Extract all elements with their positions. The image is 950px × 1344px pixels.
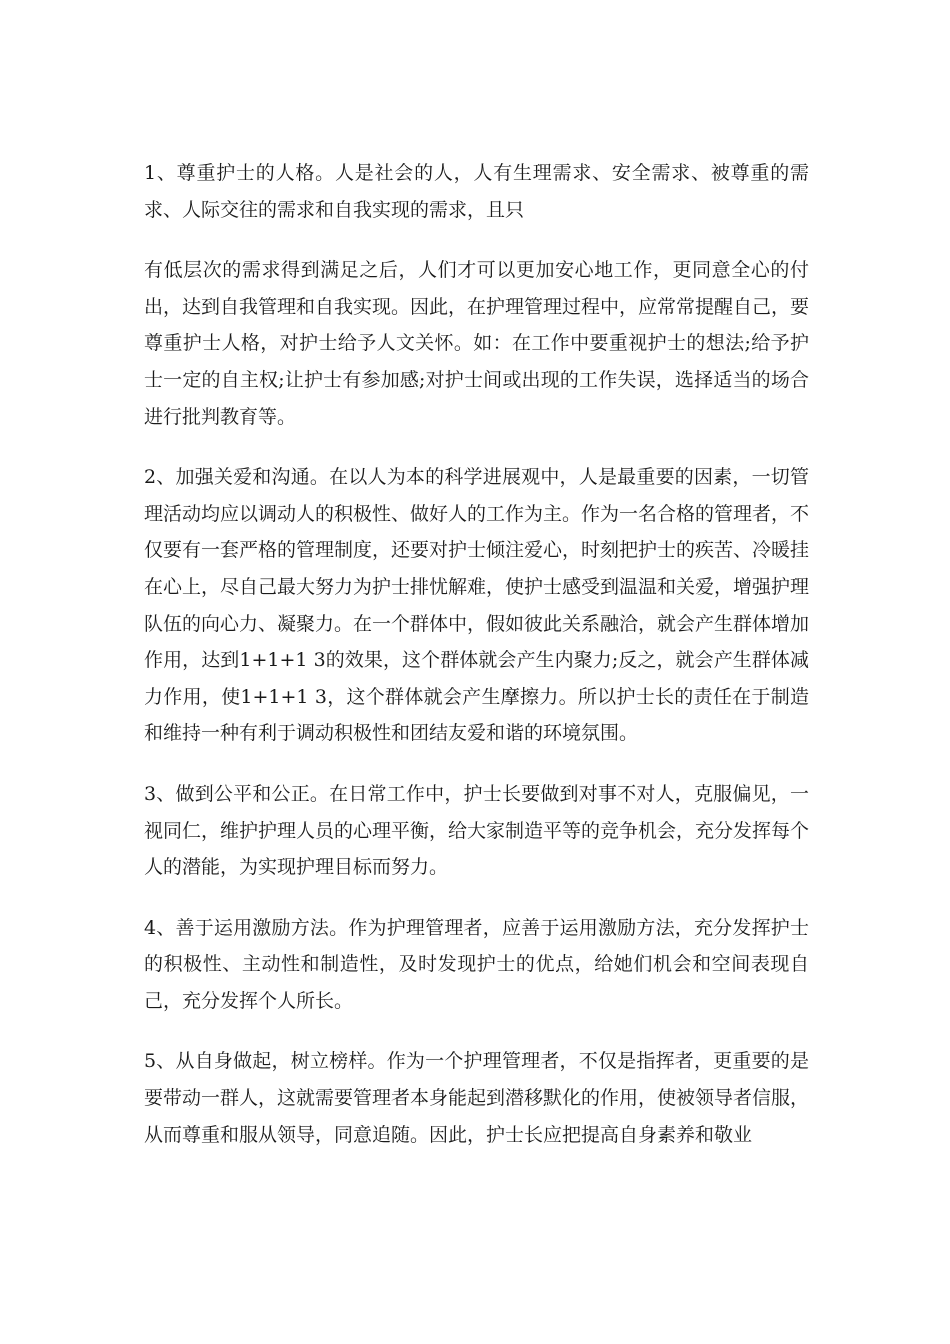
document-body	[144, 155, 809, 1177]
paragraph-care-communication: 2、加强关爱和沟通。在以人为本的科学进展观中，人是最重要的因素，一切管理活动均应以调动人的积极性、做好人的工作为主。作为一名合格的管理者，不仅要有一套严格的管理制度，还要对护士倾注爱心，时刻把护士的疾苦、冷暖挂在心上，尽自己最大努力为护士排忧解难，使护士感受到温温和关爱，增强护理队伍的向心力、凝聚力。在一个群体中，假如彼此关系融洽，就会产生群体增加作用，达到1+1+1 3的效果，这个群体就会产生内聚力;反之，就会产生群体减力作用，使1+1+1 3，这个群体就会产生摩擦力。所以护士长的责任在于制造和维持一种有利于调动积极性和团结友爱和谐的环境氛围。	[144, 466, 810, 745]
paragraph-lead-by-example: 5、从自身做起，树立榜样。作为一个护理管理者，不仅是指挥者，更重要的是要带动一群人，这就需要管理者本身能起到潜移默化的作用，使被领导者信服，从而尊重和服从领导，同意追随。因此，护士长应把提高自身素养和敬业	[144, 1050, 810, 1146]
paragraph-motivation: 4、善于运用激励方法。作为护理管理者，应善于运用激励方法，充分发挥护士的积极性、主动性和制造性，及时发现护士的优点，给她们机会和空间表现自己，充分发挥个人所长。	[144, 916, 809, 1012]
paragraph-respect-continued: 有低层次的需求得到满足之后，人们才可以更加安心地工作，更同意全心的付出，达到自我管理和自我实现。因此，在护理管理过程中，应常常提醒自己，要尊重护士人格，对护士给予人文关怀。如：在工作中要重视护士的想法;给予护士一定的自主权;让护士有参加感;对护士间或出现的工作失误，选择适当的场合进行批判教育等。	[144, 259, 810, 428]
paragraph-respect-personality: 1、尊重护士的人格。人是社会的人，人有生理需求、安全需求、被尊重的需求、人际交往的需求和自我实现的需求，且只	[144, 162, 809, 221]
paragraph-fairness: 3、做到公平和公正。在日常工作中，护士长要做到对事不对人，克服偏见，一视同仁，维护护理人员的心理平衡，给大家制造平等的竞争机会，充分发挥每个人的潜能，为实现护理目标而努力。	[144, 782, 810, 879]
